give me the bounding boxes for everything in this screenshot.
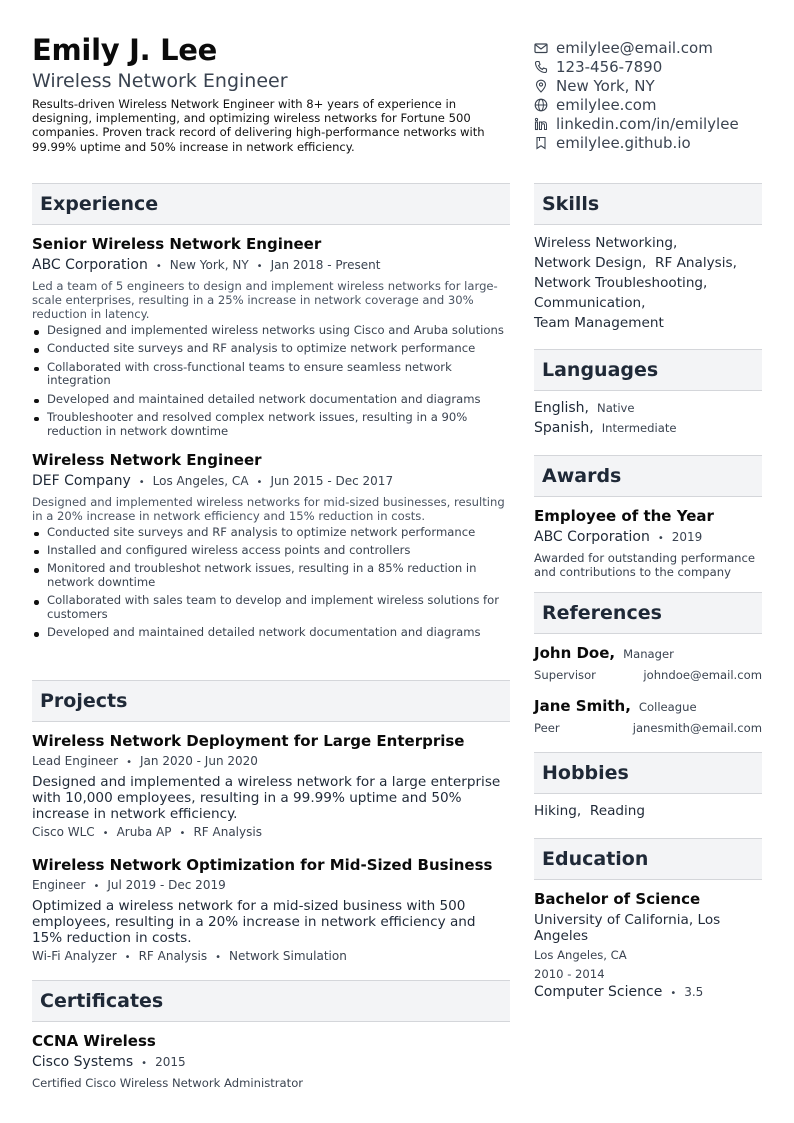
skill-item: Wireless Networking, xyxy=(534,235,678,251)
linkedin-icon xyxy=(534,117,548,131)
project-description: Designed and implemented a wireless network for a large enterprise with 10,000 employees, resulting in a 99.99% uptime and 50% increase in network efficiency. xyxy=(32,774,501,822)
section-header-skills: Skills xyxy=(534,183,762,225)
list-item: Troubleshooter and resolved complex network issues, resulting in a 90% reduction in network downtime xyxy=(32,411,510,439)
list-item: Conducted site surveys and RF analysis to optimize network performance xyxy=(32,342,510,356)
contact-list xyxy=(534,38,774,152)
contact-phone[interactable] xyxy=(534,57,774,76)
reference-details xyxy=(534,668,762,682)
project-role: Lead Engineer xyxy=(32,754,119,768)
project-tags xyxy=(32,825,510,841)
project-tag: Wi-Fi Analyzer xyxy=(32,949,117,963)
contact-website-text: emilylee.com xyxy=(556,95,657,114)
skills-list xyxy=(534,233,762,333)
job-meta xyxy=(32,474,510,490)
list-item: Designed and implemented wireless networks using Cisco and Aruba solutions xyxy=(32,324,510,338)
project-tag: RF Analysis xyxy=(138,949,208,963)
list-item: Collaborated with sales team to develop and implement wireless solutions for customers xyxy=(32,594,510,622)
languages-list xyxy=(534,398,762,438)
reference-email[interactable]: johndoe@email.com xyxy=(643,668,762,682)
project-dates: Jul 2019 - Dec 2019 xyxy=(107,878,226,892)
skills-section xyxy=(534,183,762,333)
language-item xyxy=(534,398,762,418)
section-header-references: References xyxy=(534,592,762,634)
phone-icon xyxy=(534,60,548,74)
experience-entry xyxy=(32,451,510,641)
references-section xyxy=(534,592,762,735)
contact-phone-text: 123-456-7890 xyxy=(556,57,663,76)
resume-header xyxy=(32,32,512,154)
job-location: New York, NY xyxy=(169,258,249,272)
job-company: DEF Company xyxy=(32,472,131,489)
education-entry xyxy=(534,890,762,1001)
list-item: Monitored and troubleshot network issues, resulting in a 85% reduction in network downtime xyxy=(32,562,510,590)
experience-entry xyxy=(32,235,510,439)
certificate-year: 2015 xyxy=(155,1055,186,1069)
job-dates: Jun 2015 - Dec 2017 xyxy=(270,473,394,488)
project-meta xyxy=(32,878,510,894)
section-header-awards: Awards xyxy=(534,455,762,497)
language-level: Native xyxy=(597,401,635,415)
job-description: Designed and implemented wireless networks for mid-sized businesses, resulting in a 20% increase in network efficiency and 15% reduction in costs. xyxy=(32,494,505,523)
list-item: Developed and maintained detailed network documentation and diagrams xyxy=(32,626,510,640)
awards-section xyxy=(534,455,762,579)
certificates-section xyxy=(32,980,510,1090)
reference-header xyxy=(534,697,762,715)
skill-item: Team Management xyxy=(534,315,664,331)
list-item: Installed and configured wireless access points and controllers xyxy=(32,544,510,558)
reference-details xyxy=(534,721,762,735)
reference-role: Supervisor xyxy=(534,668,596,682)
project-tags xyxy=(32,949,510,965)
separator-dot: • xyxy=(657,533,664,544)
hobby-item: Hiking, xyxy=(534,803,582,819)
project-entry xyxy=(32,856,510,965)
contact-website[interactable] xyxy=(534,95,774,114)
award-org: ABC Corporation xyxy=(534,529,650,545)
project-title: Wireless Network Optimization for Mid-Sized Business xyxy=(32,856,493,874)
section-header-projects: Projects xyxy=(32,680,510,722)
projects-section xyxy=(32,680,510,965)
job-title: Wireless Network Engineer xyxy=(32,450,262,469)
award-title: Employee of the Year xyxy=(534,507,714,525)
contact-linkedin-text: linkedin.com/in/emilylee xyxy=(556,114,739,133)
job-title: Senior Wireless Network Engineer xyxy=(32,235,322,253)
hobbies-section xyxy=(534,752,762,821)
reference-entry xyxy=(534,697,762,735)
contact-email-text: emilylee@email.com xyxy=(556,38,713,57)
award-year: 2019 xyxy=(671,530,703,544)
language-name: Spanish, xyxy=(534,420,594,436)
certificate-issuer: Cisco Systems xyxy=(32,1054,134,1070)
project-tag: RF Analysis xyxy=(193,825,262,839)
bookmark-icon xyxy=(534,136,548,150)
award-entry xyxy=(534,507,762,579)
education-section xyxy=(534,838,762,1001)
education-gpa: 3.5 xyxy=(684,985,704,999)
mail-icon xyxy=(534,41,548,55)
section-header-education: Education xyxy=(534,838,762,880)
language-item xyxy=(534,418,762,438)
education-dates: 2010 - 2014 xyxy=(534,967,605,981)
skill-item: Network Design, xyxy=(534,255,647,271)
candidate-title: Wireless Network Engineer xyxy=(32,70,288,92)
job-bullets xyxy=(32,324,510,439)
section-header-experience: Experience xyxy=(32,183,510,225)
award-meta xyxy=(534,530,762,546)
project-role: Engineer xyxy=(32,878,86,892)
job-location: Los Angeles, CA xyxy=(152,473,249,488)
project-description: Optimized a wireless network for a mid-sized business with 500 employees, resulting in a 20% increase in network efficiency and 15% reduction in costs. xyxy=(32,898,476,946)
candidate-name: Emily J. Lee xyxy=(32,33,218,67)
education-major-row xyxy=(534,985,762,1001)
contact-linkedin[interactable] xyxy=(534,114,774,133)
reference-relation: Colleague xyxy=(638,700,697,714)
project-entry xyxy=(32,732,510,841)
education-school: University of California, Los Angeles xyxy=(534,912,721,944)
project-tag: Aruba AP xyxy=(116,825,172,839)
reference-relation: Manager xyxy=(623,647,674,661)
project-tag: Network Simulation xyxy=(228,949,347,963)
contact-github[interactable] xyxy=(534,133,774,152)
separator-dot: • xyxy=(141,1058,148,1069)
separator-dot: • xyxy=(670,988,677,999)
language-level: Intermediate xyxy=(601,421,677,435)
project-meta xyxy=(32,754,510,770)
education-degree: Bachelor of Science xyxy=(534,890,701,908)
hobby-item: Reading xyxy=(589,803,646,819)
job-company: ABC Corporation xyxy=(32,257,148,273)
award-description: Awarded for outstanding performance and contributions to the company xyxy=(534,551,756,579)
job-dates: Jan 2018 - Present xyxy=(270,258,381,272)
section-header-hobbies: Hobbies xyxy=(534,752,762,794)
skill-item: Communication, xyxy=(534,295,646,311)
contact-email[interactable] xyxy=(534,38,774,57)
separator-dot: • xyxy=(93,881,100,892)
list-item: Collaborated with cross-functional teams to ensure seamless network integration xyxy=(32,361,510,389)
separator-dot: • xyxy=(179,828,186,839)
reference-role: Peer xyxy=(534,721,560,735)
contact-location-text: New York, NY xyxy=(556,76,655,95)
project-tag: Cisco WLC xyxy=(32,825,95,839)
hobbies-list xyxy=(534,801,762,821)
separator-dot: • xyxy=(256,261,263,272)
list-item: Developed and maintained detailed network documentation and diagrams xyxy=(32,393,510,407)
summary-text: Results-driven Wireless Network Engineer with 8+ years of experience in designing, implementing, and optimizing wireless networks for Fortune 500 companies. Proven track record of delivering high-performance networks with 99.99% uptime and 50% increase in network efficiency. xyxy=(32,97,485,154)
section-header-certificates: Certificates xyxy=(32,980,510,1022)
separator-dot: • xyxy=(138,476,145,488)
reference-entry xyxy=(534,644,762,682)
contact-location xyxy=(534,76,774,95)
certificate-entry xyxy=(32,1032,510,1090)
languages-section xyxy=(534,349,762,438)
experience-section xyxy=(32,183,510,645)
section-header-languages: Languages xyxy=(534,349,762,391)
list-item: Conducted site surveys and RF analysis to optimize network performance xyxy=(32,526,510,540)
job-meta xyxy=(32,258,510,274)
reference-name: Jane Smith, xyxy=(534,697,631,715)
education-major: Computer Science xyxy=(534,984,663,1000)
location-pin-icon xyxy=(534,79,548,93)
job-bullets xyxy=(32,526,510,641)
reference-header xyxy=(534,644,762,662)
project-title: Wireless Network Deployment for Large Enterprise xyxy=(32,732,465,750)
certificate-name: CCNA Wireless xyxy=(32,1032,156,1050)
education-location: Los Angeles, CA xyxy=(534,948,627,962)
reference-email[interactable]: janesmith@email.com xyxy=(632,721,762,735)
job-description: Led a team of 5 engineers to design and implement wireless networks for large-scale enterprises, resulting in a 25% increase in network coverage and 30% reduction in latency. xyxy=(32,279,498,321)
separator-dot: • xyxy=(215,952,221,963)
project-dates: Jan 2020 - Jun 2020 xyxy=(140,754,258,768)
reference-name: John Doe, xyxy=(534,644,616,662)
skill-item: Network Troubleshooting, xyxy=(534,275,708,291)
separator-dot: • xyxy=(124,952,131,963)
skill-item: RF Analysis, xyxy=(655,255,737,271)
contact-github-text: emilylee.github.io xyxy=(556,133,691,152)
certificate-description: Certified Cisco Wireless Network Administrator xyxy=(32,1076,304,1090)
separator-dot: • xyxy=(256,476,263,488)
globe-icon xyxy=(534,98,548,112)
separator-dot: • xyxy=(126,757,132,768)
separator-dot: • xyxy=(102,828,109,839)
separator-dot: • xyxy=(155,261,162,272)
certificate-meta xyxy=(32,1055,510,1071)
language-name: English, xyxy=(534,400,590,416)
